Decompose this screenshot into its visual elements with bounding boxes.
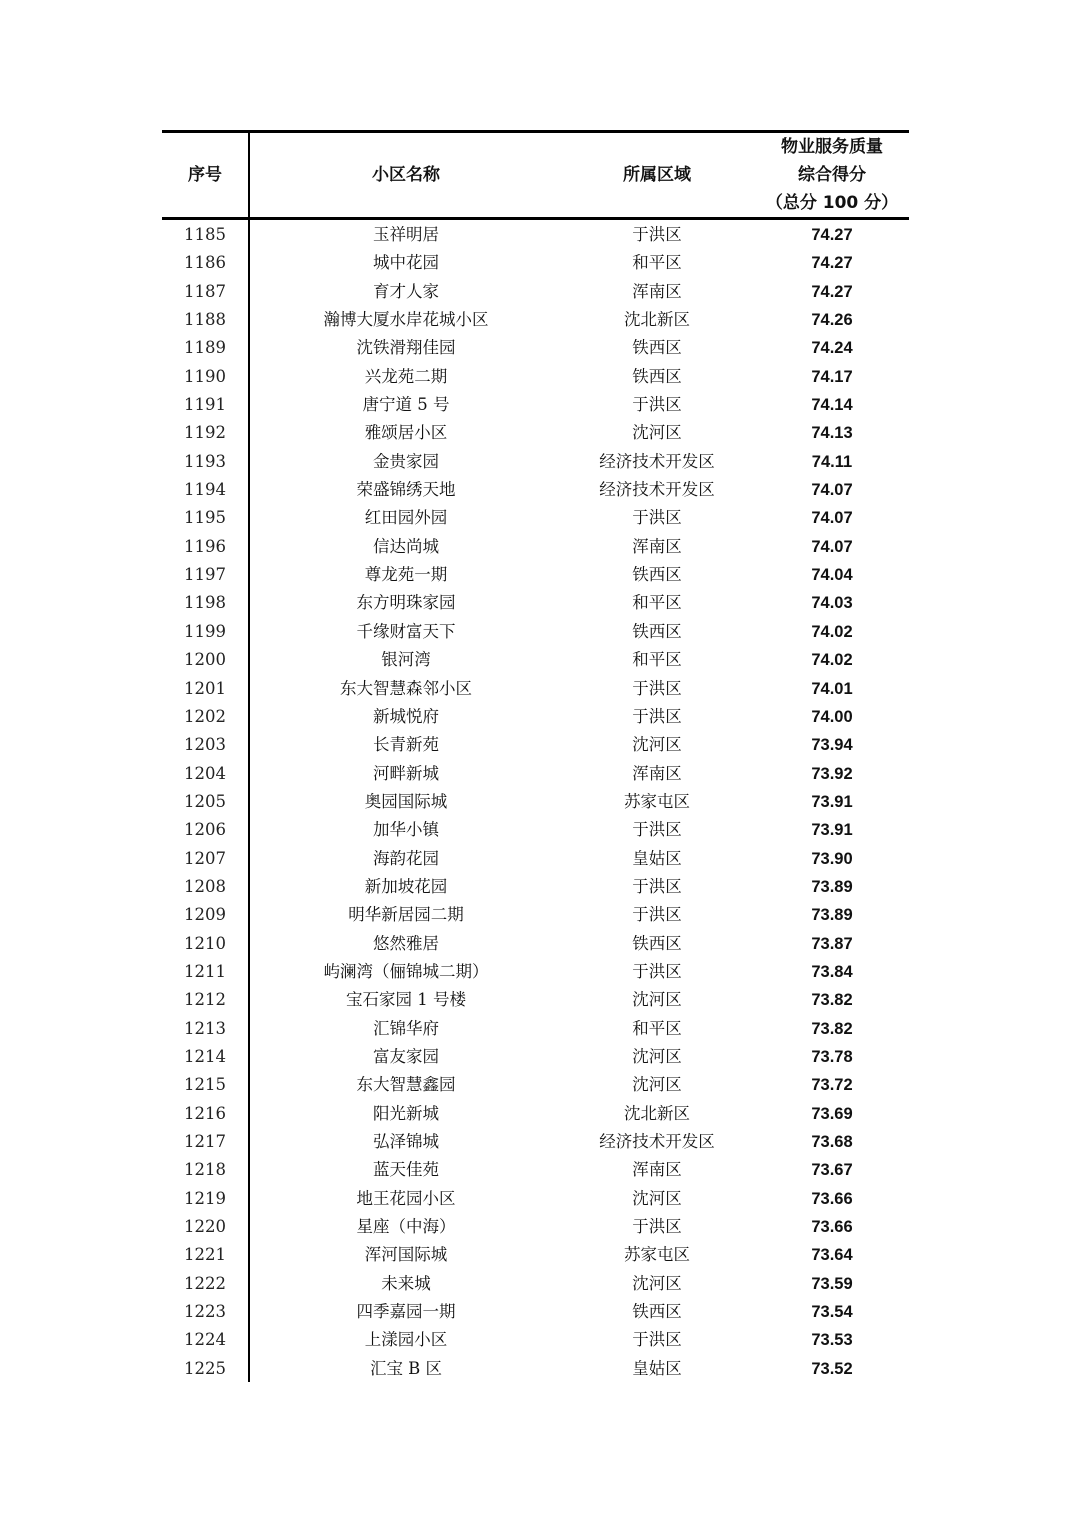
- table-row: [162, 1355, 909, 1383]
- row-name: 长青新苑: [373, 735, 439, 755]
- header-area: 所属区域: [623, 165, 691, 185]
- row-area: 沈河区: [632, 1046, 682, 1066]
- row-area: 沈河区: [632, 990, 682, 1010]
- row-name: 未来城: [381, 1273, 431, 1293]
- row-area: 沈河区: [632, 1075, 682, 1095]
- row-score: 74.27: [811, 254, 853, 273]
- table-row: [162, 675, 909, 703]
- row-seq: 1208: [184, 876, 226, 896]
- row-area: 于洪区: [632, 1217, 682, 1237]
- row-seq: 1201: [184, 678, 226, 698]
- row-area: 苏家屯区: [624, 1245, 690, 1265]
- table-row: [162, 1326, 909, 1354]
- row-score: 73.90: [811, 849, 853, 868]
- row-seq: 1218: [184, 1160, 226, 1180]
- row-seq: 1214: [184, 1046, 226, 1066]
- row-name: 蓝天佳苑: [373, 1160, 439, 1180]
- row-score: 73.91: [811, 792, 853, 811]
- table-row: [162, 703, 909, 731]
- table-row: [162, 391, 909, 419]
- table-row: [162, 873, 909, 901]
- table-row: [162, 930, 909, 958]
- row-area: 于洪区: [632, 905, 682, 925]
- row-seq: 1221: [184, 1245, 226, 1265]
- table-row: [162, 1213, 909, 1241]
- row-area: 铁西区: [632, 1302, 682, 1322]
- row-seq: 1204: [184, 763, 226, 783]
- header-score: [752, 133, 912, 217]
- row-seq: 1225: [184, 1358, 226, 1378]
- row-name: 阳光新城: [373, 1103, 439, 1123]
- row-score: 73.87: [811, 934, 853, 953]
- row-score: 73.54: [811, 1303, 853, 1322]
- row-name: 金贵家园: [373, 451, 439, 471]
- row-score: 73.53: [811, 1331, 853, 1350]
- table-row: [162, 221, 909, 249]
- row-area: 于洪区: [632, 876, 682, 896]
- row-score: 73.66: [811, 1189, 853, 1208]
- row-seq: 1186: [184, 253, 226, 273]
- row-seq: 1185: [184, 225, 226, 244]
- row-name: 星座（中海）: [356, 1217, 456, 1237]
- row-name: 东大智慧鑫园: [356, 1075, 456, 1095]
- row-seq: 1200: [184, 650, 226, 670]
- row-area: 于洪区: [632, 678, 682, 698]
- row-area: 浑南区: [632, 281, 682, 301]
- row-name: 城中花园: [373, 253, 439, 273]
- row-score: 73.69: [811, 1104, 853, 1123]
- row-name: 浑河国际城: [364, 1245, 448, 1265]
- row-seq: 1203: [184, 735, 226, 755]
- table-row: [162, 986, 909, 1014]
- row-score: 73.72: [811, 1076, 853, 1095]
- row-area: 沈河区: [632, 1273, 682, 1293]
- row-area: 沈北新区: [624, 1103, 690, 1123]
- row-area: 沈河区: [632, 423, 682, 443]
- table-row: [162, 1071, 909, 1099]
- table-row: [162, 589, 909, 617]
- row-seq: 1196: [184, 536, 226, 556]
- row-area: 于洪区: [632, 395, 682, 415]
- header-score-line2: 综合得分: [798, 165, 866, 185]
- row-seq: 1209: [184, 905, 226, 925]
- row-area: 于洪区: [632, 820, 682, 840]
- table-row: [162, 816, 909, 844]
- row-seq: 1219: [184, 1188, 226, 1208]
- row-score: 74.07: [811, 481, 853, 500]
- header-score-line3: （总分 100 分）: [765, 193, 899, 213]
- row-name: 新城悦府: [373, 706, 439, 726]
- row-seq: 1197: [184, 565, 226, 585]
- row-area: 于洪区: [632, 508, 682, 528]
- row-seq: 1211: [184, 961, 226, 981]
- row-seq: 1188: [184, 310, 226, 330]
- header-name: 小区名称: [372, 165, 440, 185]
- table-header: [162, 133, 909, 217]
- row-name: 屿澜湾（俪锦城二期）: [323, 961, 489, 981]
- row-name: 信达尚城: [373, 536, 439, 556]
- table-row: [162, 845, 909, 873]
- row-score: 74.26: [811, 311, 853, 330]
- row-seq: 1223: [184, 1302, 226, 1322]
- table-row: [162, 1270, 909, 1298]
- table-row: [162, 249, 909, 277]
- row-score: 74.01: [811, 679, 853, 698]
- table-row: [162, 618, 909, 646]
- row-seq: 1216: [184, 1103, 226, 1123]
- row-seq: 1217: [184, 1132, 226, 1151]
- table-body: [162, 221, 909, 1383]
- row-area: 铁西区: [632, 338, 682, 358]
- row-name: 宝石家园 1 号楼: [346, 990, 466, 1010]
- row-score: 73.82: [811, 1019, 853, 1038]
- table-row: [162, 731, 909, 759]
- row-seq: 1190: [184, 366, 226, 386]
- row-area: 皇姑区: [632, 1358, 682, 1378]
- table-row: [162, 1185, 909, 1213]
- table-row: [162, 419, 909, 447]
- table-row: [162, 1043, 909, 1071]
- row-area: 沈北新区: [624, 310, 690, 330]
- row-area: 浑南区: [632, 763, 682, 783]
- table-row: [162, 958, 909, 986]
- row-name: 沈铁滑翔佳园: [356, 338, 456, 358]
- row-score: 74.27: [811, 282, 853, 301]
- row-name: 汇锦华府: [373, 1018, 439, 1038]
- row-seq: 1207: [184, 848, 226, 868]
- row-score: 73.59: [811, 1274, 853, 1293]
- table-row: [162, 504, 909, 532]
- row-name: 海韵花园: [373, 848, 439, 868]
- table-header-rule: [162, 217, 909, 220]
- row-area: 于洪区: [632, 706, 682, 726]
- row-seq: 1202: [184, 706, 226, 726]
- row-score: 73.92: [811, 764, 853, 783]
- row-area: 苏家屯区: [624, 791, 690, 811]
- row-name: 红田园外园: [364, 508, 448, 528]
- header-score-line1: 物业服务质量: [781, 137, 883, 157]
- row-seq: 1215: [184, 1075, 226, 1095]
- row-area: 铁西区: [632, 621, 682, 641]
- row-seq: 1210: [184, 933, 226, 953]
- row-name: 瀚博大厦水岸花城小区: [323, 310, 489, 330]
- table-row: [162, 334, 909, 362]
- row-seq: 1191: [184, 395, 226, 415]
- row-name: 加华小镇: [373, 820, 439, 840]
- row-name: 兴龙苑二期: [364, 366, 448, 386]
- row-score: 74.11: [811, 452, 853, 471]
- row-area: 于洪区: [632, 961, 682, 981]
- table-row: [162, 1156, 909, 1184]
- row-name: 四季嘉园一期: [356, 1302, 456, 1322]
- row-area: 浑南区: [632, 536, 682, 556]
- row-name: 尊龙苑一期: [364, 565, 448, 585]
- row-area: 沈河区: [632, 1188, 682, 1208]
- row-area: 铁西区: [632, 933, 682, 953]
- row-name: 地王花园小区: [356, 1188, 456, 1208]
- row-score: 74.07: [811, 537, 853, 556]
- row-score: 74.27: [811, 226, 853, 244]
- table-row: [162, 306, 909, 334]
- row-seq: 1194: [184, 480, 226, 500]
- row-score: 74.14: [811, 396, 853, 415]
- row-name: 上漾园小区: [364, 1330, 448, 1350]
- table-row: [162, 448, 909, 476]
- row-score: 74.00: [811, 707, 853, 726]
- header-seq: 序号: [188, 165, 222, 185]
- row-score: 73.89: [811, 906, 853, 925]
- row-area: 于洪区: [632, 225, 682, 244]
- row-score: 73.89: [811, 877, 853, 896]
- row-seq: 1192: [184, 423, 226, 443]
- row-score: 73.82: [811, 991, 853, 1010]
- row-score: 74.02: [811, 622, 853, 641]
- row-seq: 1193: [184, 451, 226, 471]
- row-area: 经济技术开发区: [599, 451, 715, 471]
- row-name: 悠然雅居: [373, 933, 439, 953]
- table-row: [162, 1128, 909, 1156]
- row-seq: 1224: [184, 1330, 226, 1350]
- row-area: 和平区: [632, 253, 682, 273]
- table-row: [162, 760, 909, 788]
- row-seq: 1187: [184, 281, 226, 301]
- table-row: [162, 1015, 909, 1043]
- table-row: [162, 901, 909, 929]
- row-score: 73.78: [811, 1047, 853, 1066]
- row-score: 74.07: [811, 509, 853, 528]
- row-score: 73.64: [811, 1246, 853, 1265]
- row-name: 富友家园: [373, 1046, 439, 1066]
- row-area: 皇姑区: [632, 848, 682, 868]
- table-row: [162, 476, 909, 504]
- row-score: 74.13: [811, 424, 853, 443]
- row-name: 东大智慧森邻小区: [340, 678, 472, 698]
- row-seq: 1195: [184, 508, 226, 528]
- row-seq: 1213: [184, 1018, 226, 1038]
- row-seq: 1205: [184, 791, 226, 811]
- row-score: 73.67: [811, 1161, 853, 1180]
- row-name: 汇宝 B 区: [369, 1358, 443, 1378]
- row-area: 和平区: [632, 593, 682, 613]
- row-score: 74.17: [811, 367, 853, 386]
- row-score: 74.02: [811, 651, 853, 670]
- row-name: 千缘财富天下: [356, 621, 456, 641]
- row-name: 东方明珠家园: [356, 593, 456, 613]
- row-seq: 1206: [184, 820, 226, 840]
- row-name: 新加坡花园: [364, 876, 448, 896]
- row-name: 弘泽锦城: [373, 1132, 439, 1151]
- row-score: 73.68: [811, 1133, 853, 1151]
- row-seq: 1189: [184, 338, 226, 358]
- table-row: [162, 646, 909, 674]
- row-seq: 1199: [184, 621, 226, 641]
- row-name: 明华新居园二期: [348, 905, 464, 925]
- row-area: 和平区: [632, 1018, 682, 1038]
- row-score: 73.91: [811, 821, 853, 840]
- row-name: 奥园国际城: [364, 791, 448, 811]
- table-row: [162, 561, 909, 589]
- row-score: 73.66: [811, 1218, 853, 1237]
- row-score: 74.03: [811, 594, 853, 613]
- row-score: 74.24: [811, 339, 853, 358]
- row-name: 玉祥明居: [373, 225, 439, 244]
- row-area: 经济技术开发区: [599, 480, 715, 500]
- row-name: 雅颂居小区: [364, 423, 448, 443]
- row-score: 73.84: [811, 962, 853, 981]
- row-name: 河畔新城: [373, 763, 439, 783]
- table-row: [162, 278, 909, 306]
- table-row: [162, 363, 909, 391]
- row-name: 银河湾: [381, 650, 431, 670]
- row-score: 73.94: [811, 736, 853, 755]
- row-area: 铁西区: [632, 565, 682, 585]
- row-area: 于洪区: [632, 1330, 682, 1350]
- table-row: [162, 1241, 909, 1269]
- table-row: [162, 1298, 909, 1326]
- row-seq: 1220: [184, 1217, 226, 1237]
- row-area: 铁西区: [632, 366, 682, 386]
- row-name: 育才人家: [373, 281, 439, 301]
- row-area: 经济技术开发区: [599, 1132, 715, 1151]
- row-name: 荣盛锦绣天地: [356, 480, 456, 500]
- row-seq: 1222: [184, 1273, 226, 1293]
- table-row: [162, 1100, 909, 1128]
- table-row: [162, 533, 909, 561]
- row-name: 唐宁道 5 号: [362, 395, 450, 415]
- row-seq: 1198: [184, 593, 226, 613]
- row-score: 73.52: [811, 1359, 853, 1378]
- table-row: [162, 788, 909, 816]
- row-seq: 1212: [184, 990, 226, 1010]
- row-area: 浑南区: [632, 1160, 682, 1180]
- row-score: 74.04: [811, 566, 853, 585]
- row-area: 沈河区: [632, 735, 682, 755]
- row-area: 和平区: [632, 650, 682, 670]
